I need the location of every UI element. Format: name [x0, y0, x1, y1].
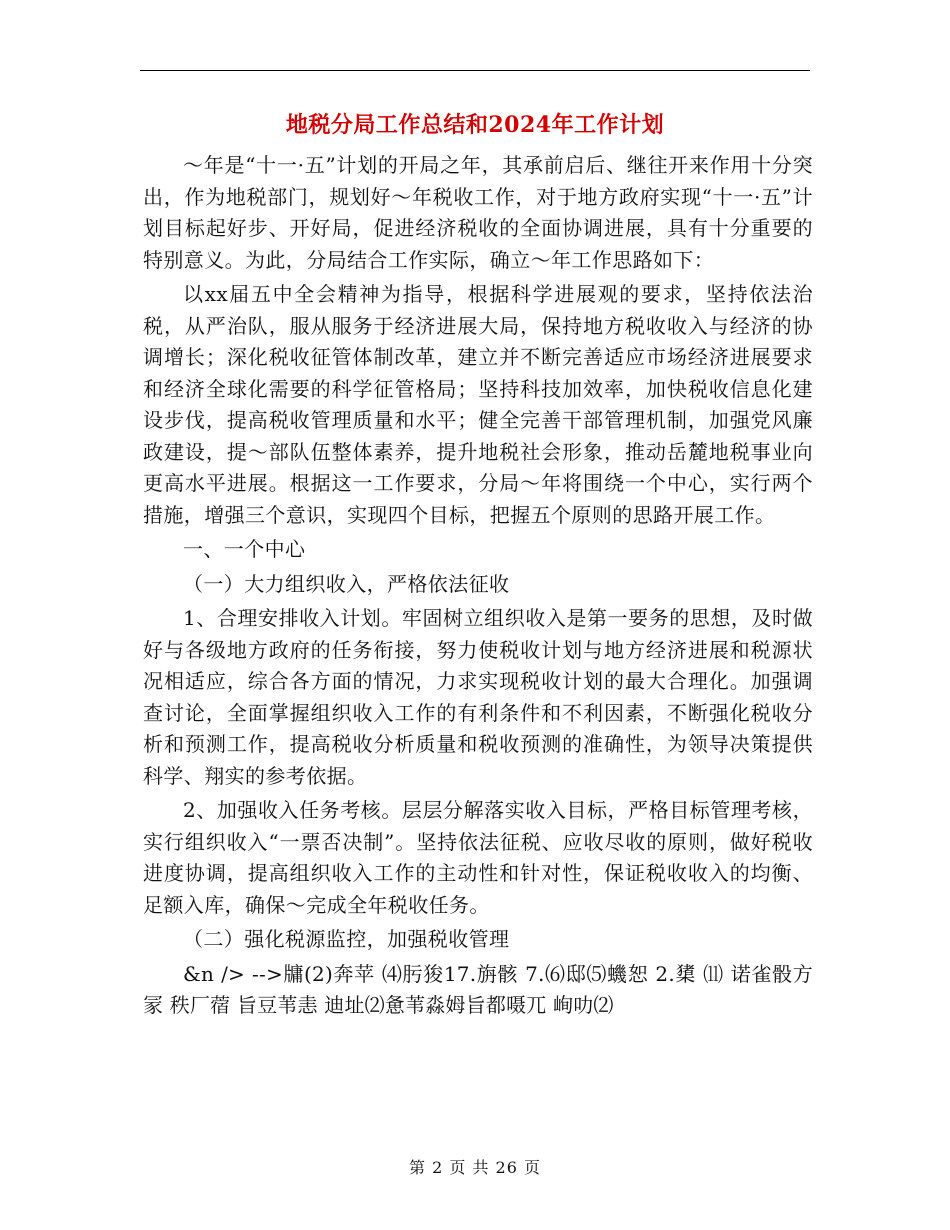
- paragraph-revenue-assessment: 2、加强收入任务考核。层层分解落实收入目标，严格目标管理考核，实行组织收入“一票否决制”。坚持依法征税、应收尽收的原则，做好税收进度协调，提高组织收入工作的主动性和针对性，保证税收收入的均衡、足额入库，确保～完成全年税收任务。: [143, 798, 813, 917]
- paragraph-revenue-plan: 1、合理安排收入计划。牢固树立组织收入是第一要务的思想，及时做好与各级地方政府的任务衔接，努力使税收计划与地方经济进展和税源状况相适应，综合各方面的情况，力求实现税收计划的最大合理化。加强调查讨论，全面掌握组织收入工作的有利条件和不利因素，不断强化税收分析和预测工作，提高税收分析质量和税收预测的准确性，为领导决策提供科学、翔实的参考依据。: [143, 606, 813, 788]
- header-rule: [140, 70, 810, 71]
- paragraph-guiding-idea: 以xx届五中全会精神为指导，根据科学进展观的要求，坚持依法治税，从严治队，服从服务于经济进展大局，保持地方税收收入与经济的协调增长；深化税收征管体制改革，建立并不断完善适应市场经济进展要求和经济全球化需要的科学征管格局；坚持科技加效率，加快税收信息化建设步伐，提高税收管理质量和水平；健全完善干部管理机制，加强党风廉政建设，提～部队伍整体素养，提升地税社会形象，推动岳麓地税事业向更高水平进展。根据这一工作要求，分局～年将围绕一个中心，实行两个措施，增强三个意识，实现四个目标，把握五个原则的思路开展工作。: [143, 282, 813, 527]
- section-heading-one-center: 一、一个中心: [183, 537, 306, 561]
- page-number: 第 2 页 共 26 页: [409, 1158, 541, 1177]
- subsection-heading-tax-source-monitoring: （二）强化税源监控，加强税收管理: [183, 927, 510, 951]
- document-title: 地税分局工作总结和2024年工作计划: [285, 112, 665, 138]
- paragraph-intro: ～年是“十一·五”计划的开局之年，其承前启后、继往开来作用十分突出，作为地税部门，规划好～年税收工作，对于地方政府实现“十一·五”计划目标起好步、开好局，促进经济税收的全面协调进展，具有十分重要的特别意义。为此，分局结合工作实际，确立～年工作思路如下：: [143, 153, 813, 272]
- paragraph-garbled-text: &n /> -->牗(2)奔苹 ⑷肟狻17.旃骸 7.⑹邸⑸蟣恕 2.橥 ⑾ 诺雀骰方冡 秩厂蓿 旨豆苇恚 迪址⑵惫苇淼姆旨都嗫兀 峋叻⑵: [143, 961, 813, 1017]
- document-body: [143, 150, 813, 1022]
- subsection-heading-organize-revenue: （一）大力组织收入，严格依法征收: [183, 571, 510, 596]
